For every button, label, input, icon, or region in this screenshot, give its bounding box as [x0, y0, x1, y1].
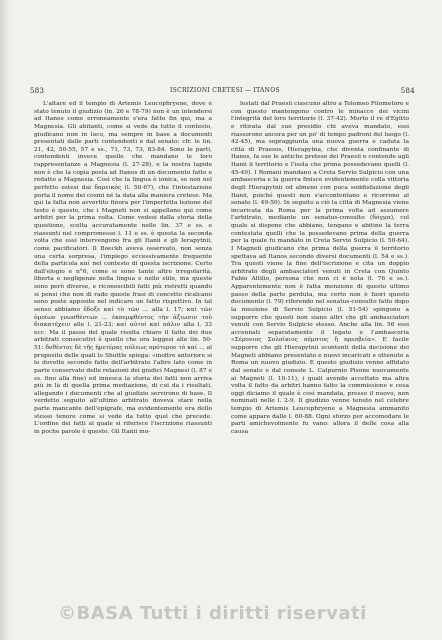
left-column-text: L'altare ed il tempio di Artemis Leucophryene, dove è stato tenuto il giudizio (ln. 26 e 78-79) non è un intendersi ad Itanos come erroneamente s'era fatto fin qui, ma a Magnesia. Gli abitanti, come si vede da tutto il contesto, giudicano non in loco, ma sempre in base a documenti presentati dalle parti contendenti e dal senato: cfr. le lin. 21, 42, 50-55, 57 e ss., 71, 73, 73, 83-84. Sono le parti, contendenti invece quelle che mandano le loro rappresentanze a Magnesia (l. 27-28), e la nostra lapide non è che la copia posta ad Itanos di un documento fatto e redatto a Magnesia. Così che la lingua è ionica, se non nel perfetto estesi dai δαρεικός (l. 50-67), che l'intestazione porta il nome dei cosmi né la data alla maniera cretese. Ma qui la falta non avvertito finora per l'imperfetta lezione del testo è questo, che i Magneti non si appellano qui come arbitri per la prima volta. Come vedesi dalla storia della questione, scelta accuratamente nelle lin. 37 e ss. e riassunti nel compromesso l. 11 e ss. è questa la seconda volta che essi intervengono fra gli Itanii e gli Ierapytnii, come pacificatori. Il Boeckh aveva osservato, non senza una certa sorpresa, l'impiego eccessivamente frequente della particola καί nel contesto di questa iscrizione. Certo dall'elogio e n°6, come si sono tante altre irregolarità, liberta e negligenze nella lingua e nello stile, ma queste sono però diverse, e riconoscibili fatti più ristretti quando si pensi che non di rado queste frasi di concetto ricalcano sono poste apposite nel indicare un fatto rispettivo. In tal senso abbiamo ἔδοξε καί τὸ τῶν ... alla l. 17; καί τῶν ὁμοίων γνωσθέντων ... ἐκπεμφθέντος τὴν ἀξιωσιν τοῦ διακατέχειν alle l. 21-23; καί αὐτοί καί πάλιν alla l. 33 ecc. Ma il passo del quale risulta chiaro il fatto dei due arbitrati consecutivi è quello che ora leggesi alle lin. 50-51: δοθέντος δὲ τῆς ἡμετέρας πόλεως πρότερον τὸ καί ... al proposito delle quali lo Shuttle spiega: «inoltre anteriore si lo dovette secondo fatto dell'arbitrato l'altro lato come in parte conservato delle relazioni dei giudici Magnesi (l. 87 e ss. fino alla fine) ed innesca la storia dei fatti non arriva più in là di quella prima mediazione, di cui da i risultati, allegando i documenti che al giudizio servirono di base. Il verdetto seguito all'ultimo arbitrato doveva stare nella parte mancante dell'epigrafe, ma evidentemente era dello stesso tenore come si vede da tutto quel che precede. L'ordine dei fatti al quale si riferisce l'iscrizione riassunti in poche parole è questo. Gli Itanii mo-	[34, 101, 212, 435]
right-column-text: lestati dal Praesii ciascuno altro a Tolomeo Filometore e con questo mantengono contro le minacce dei vicini l'integrità del loro territorio (l. 37-42). Morto il re d'Egitto e ritirata dal suo presidio chi aveva mandato, essi riassorono ancora per un po' di tempo padroni del luogo (l. 42-45), ma sopraggiunta una nuova guerra e caduta la città di Praesos, Hierapytna, che diventa confinante di Itanos, fa sue le antiche pretese dei Praesii e contende agli Itanii il territorio e l'isola che prima possedevano quelli (l. 45-49). I Romani mandano a Creta Servio Sulpicio con una ambasceria e la guerra finisce evidentemente colla vittoria degli Hierapytnii od almeno con poca soddisfazione degli Itanii, poiché questi non s'accontentano e ricorrono al senato (l. 49-50). In seguito a ciò la città di Magnesia viene incaricata da Roma per la prima volta ad assumere l'arbitrato, mediante un senatus-consulto (δόγμα), col quale si dispone che abbiano, tengano e abitino la terra contestata quelli che la possedevano prima della guerra per la quale fu mandato in Creta Servio Sulpicio (l. 50-64). I Magneti giudicano che prima della guerra il territorio spettava ad Itanos secondo diversi documenti (l. 54 e ss.). Tra questi viene la fine dell'iscrizione e cita un doppio arbitrato degli ambasciatori venuti in Creta con Quinto Fabio Altilio, persona che non ci è nota (l. 76 e ss.). Apparentemente non è fatta menzione di questo ultimo passo della parte perduta, ma certo non è fuori questo documento (l. 79) riferendo nel senatus-consulto fatto dopo la missione di Servio Sulpicio (l. 51-54) spingono a supporre che questi non siano altri che gli ambasciatori venuti con Servio Sulpicio stesso. Anche alla lin. 56 essi accennati separatamente il legato e l'ambasceria «Σέρουιος Σολπίκιος πέμπτος ἢ πρεσβεία». E facile supporre che gli Hierapytnii scontenti della decisione dei Magneti abbiano presentato e nuovi incaricati e ottenuto a Roma un nuovo giudizio. E questo giudizio venne affidato dal senato e dal console L. Calpurnio Pisone nuovamente ai Magneti (l. 10-11), i quali avendo accettato ma altra volta il fatto da arbitri hanno fatto la commissione e cosa oggi diciamo il quale è così mandata, presso il nuovo, non nominati nelle l. 2-9. Il giudizio venne tenuto nel celebre tempio di Artemis Leucophryene a Magnesia ammanito come appare dalle l. 60-88. Ogni sforzo per accomodare le parti amichevolmente fu vano: allora il delle cosa alla causa	[231, 101, 409, 435]
copyright-watermark: ©BASA Tutti i diritti riservati	[58, 603, 367, 624]
page-number-right: 584	[400, 87, 415, 95]
text-column-left	[34, 101, 212, 584]
page-header	[30, 86, 415, 96]
running-title: ISCRIZIONI CRETESI — ITANOS	[170, 87, 280, 94]
spine-shadow	[0, 0, 10, 640]
page-number-left: 583	[30, 87, 45, 95]
text-column-right	[231, 101, 409, 584]
